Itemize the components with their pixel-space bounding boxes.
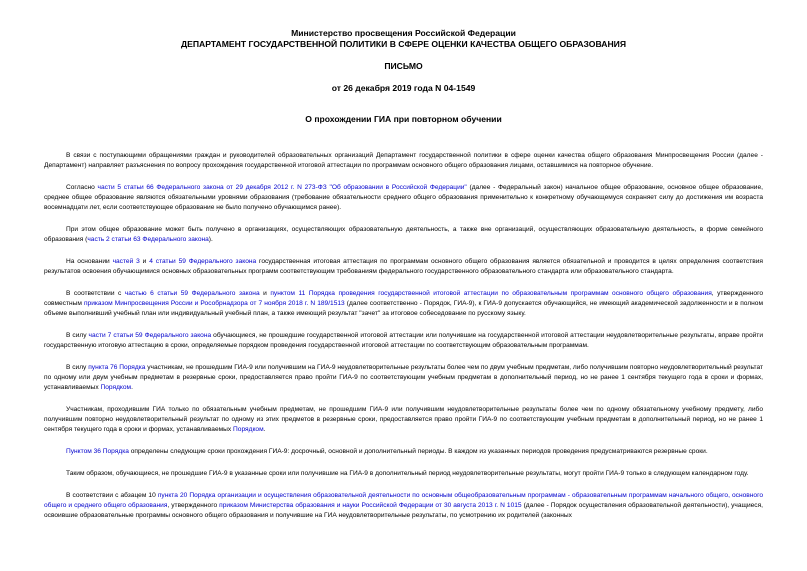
paragraph-text: , утвержденного совместным [44,290,764,307]
law-link[interactable]: приказом Минпросвещения России и Рособрнадзора от 7 ноября 2018 г. N 189/1513 [83,300,345,307]
paragraph-8 [44,405,763,435]
paragraph-text: (далее соответственно - Порядок, ГИА-9), к ГИА-9 допускается обучающийся, не имеющий академической задолженности и в полном объеме выполнивший учебный план или индивидуальный учебный план, а также имеющий результат "зачет" за итоговое собеседование по русскому языку. [44,300,764,317]
paragraph-text: . [131,384,133,391]
paragraph-1 [44,151,763,171]
paragraph-text: Согласно [66,184,98,191]
law-link[interactable]: частью 6 статьи 59 Федерального закона [124,290,260,297]
law-link[interactable]: Пунктом 36 Порядка [66,448,129,455]
department-name: ДЕПАРТАМЕНТ ГОСУДАРСТВЕННОЙ ПОЛИТИКИ В СФЕРЕ ОЦЕНКИ КАЧЕСТВА ОБЩЕГО ОБРАЗОВАНИЯ [180,39,627,49]
paragraph-text: (далее - Порядок осуществления образовательной деятельности), учащиеся, освоившие образовательные программы основного общего образования и получившие на ГИА неудовлетворительные результаты, по усмотрению их родителей (законных [44,502,764,519]
law-link[interactable]: Порядком [233,426,264,433]
paragraph-text: обучающиеся, не прошедшие государственной итоговой аттестации или получившие на государственной итоговой аттестации неудовлетворительные результаты, вправе пройти государственную итоговую аттестацию в сроки, определяемые порядком проведения государственной итоговой аттестации по соответствующим образовательным программам. [44,332,763,349]
paragraph-11 [44,491,763,521]
law-link[interactable]: 4 статьи 59 Федерального закона [149,258,257,265]
paragraph-text: Участникам, проходившим ГИА только по обязательным учебным предметам, не прошедшим ГИА-9 или получившим неудовлетворительные результаты более чем по одному обязательному учебному предмету, либо получившим повторно неудовлетворительный результат по одному из этих предметов в резервные сроки, предоставляется право пройти ГИА-9 по соответствующим учебным предметам в дополнительный период, но не ранее 1 сентября текущего года в сроки и формах, устанавливаемых [44,406,763,433]
paragraph-text: (далее - Федеральный закон) начальное общее образование, основное общее образование, среднее общее образование являются обязательными уровнями образования (требование обязательности среднего общего образования применительно к конкретному обучающемуся сохраняет силу до достижения им возраста восемнадцати лет, если соответствующее образование не было получено обучающимся ранее). [44,184,763,211]
paragraph-7 [44,363,763,393]
document-header [44,28,763,125]
paragraph-9 [44,447,763,457]
law-link[interactable]: части 5 статьи 66 Федерального закона от 29 декабря 2012 г. N 273-ФЗ "Об образовании в Российской Федерации" [97,184,467,191]
paragraph-text: В силу [66,332,89,339]
law-link[interactable]: Порядком [100,384,132,391]
paragraph-6 [44,331,763,351]
paragraph-text: и [139,258,150,265]
paragraph-text: , утвержденного [167,502,220,509]
paragraph-text: Таким образом, обучающиеся, не прошедшие ГИА-9 в указанные сроки или получившие на ГИА-9 в дополнительный период неудовлетворительные результаты, могут пройти ГИА-9 только в следующем календарном году. [66,470,749,477]
paragraph-2 [44,183,763,213]
document-date-number: от 26 декабря 2019 года N 04-1549 [331,83,476,93]
paragraph-text: На основании [66,258,113,265]
ministry-name: Министерство просвещения Российской Федерации [291,28,516,38]
paragraph-text: государственная итоговая аттестация по программам основного общего образования является обязательной и проводится в целях определения соответствия результатов освоения обучающимися основных образовательных программ соответствующим требованиям федерального государственного образовательного стандарта или образовательного стандарта. [44,258,763,275]
paragraph-5 [44,289,763,319]
paragraph-text: определены следующие сроки прохождения ГИА-9: досрочный, основной и дополнительный периоды. В каждом из указанных периодов проведения предусматриваются резервные сроки. [128,448,708,455]
paragraph-text: В силу [66,364,89,371]
paragraph-3 [44,225,763,245]
document-type: ПИСЬМО [384,61,423,71]
paragraph-text: В связи с поступающими обращениями граждан и руководителей образовательных организаций Департамент государственной политики в сфере оценки качества общего образования Минпросвещения России (далее - Департамент) направляет разъяснения по вопросу прохождения государственной итоговой аттестации по программам основного общего образования лицами, оставшимися на повторное обучение. [44,152,763,169]
paragraph-10 [44,469,763,479]
paragraph-text: При этом общее образование может быть получено в организациях, осуществляющих образовательную деятельность, а также вне организаций, осуществляющих образовательную деятельность, в форме семейного образования ( [44,226,763,243]
paragraph-text: . [263,426,266,433]
law-link[interactable]: пунктом 11 Порядка проведения государственной итоговой аттестации по образовательным программам основного общего образования [270,290,712,297]
law-link[interactable]: части 7 статьи 59 Федерального закона [88,332,212,339]
paragraph-text: В соответствии с [66,290,125,297]
paragraph-4 [44,257,763,277]
paragraph-text: и [259,290,271,297]
law-link[interactable]: пункта 76 Порядка [88,364,146,371]
document-subject: О прохождении ГИА при повторном обучении [305,114,502,124]
law-link[interactable]: часть 2 статьи 63 Федерального закона [87,236,209,243]
paragraph-text: В соответствии с абзацем 10 [66,492,158,499]
law-link[interactable]: пункта 20 Порядка организации и осуществления образовательной деятельности по основным общеобразовательным программам - образовательным программам начального общего, основного общего и среднего общего образования [44,492,764,509]
paragraph-text: участникам, не прошедшим ГИА-9 или получившим на ГИА-9 неудовлетворительные результаты более чем по двум учебным предметам, либо получившим повторно неудовлетворительный результат по одному или двум учебным предметам в резервные сроки, предоставляется право пройти ГИА-9 по соответствующим учебным предметам в дополнительный период, но не ранее 1 сентября текущего года в сроки и формах, устанавливаемых [44,364,764,391]
law-link[interactable]: приказом Министерства образования и науки Российской Федерации от 30 августа 2013 г. N 1015 [219,502,522,509]
law-link[interactable]: частей 3 [112,258,140,265]
paragraph-text: ). [208,236,213,243]
document-body [44,151,763,521]
